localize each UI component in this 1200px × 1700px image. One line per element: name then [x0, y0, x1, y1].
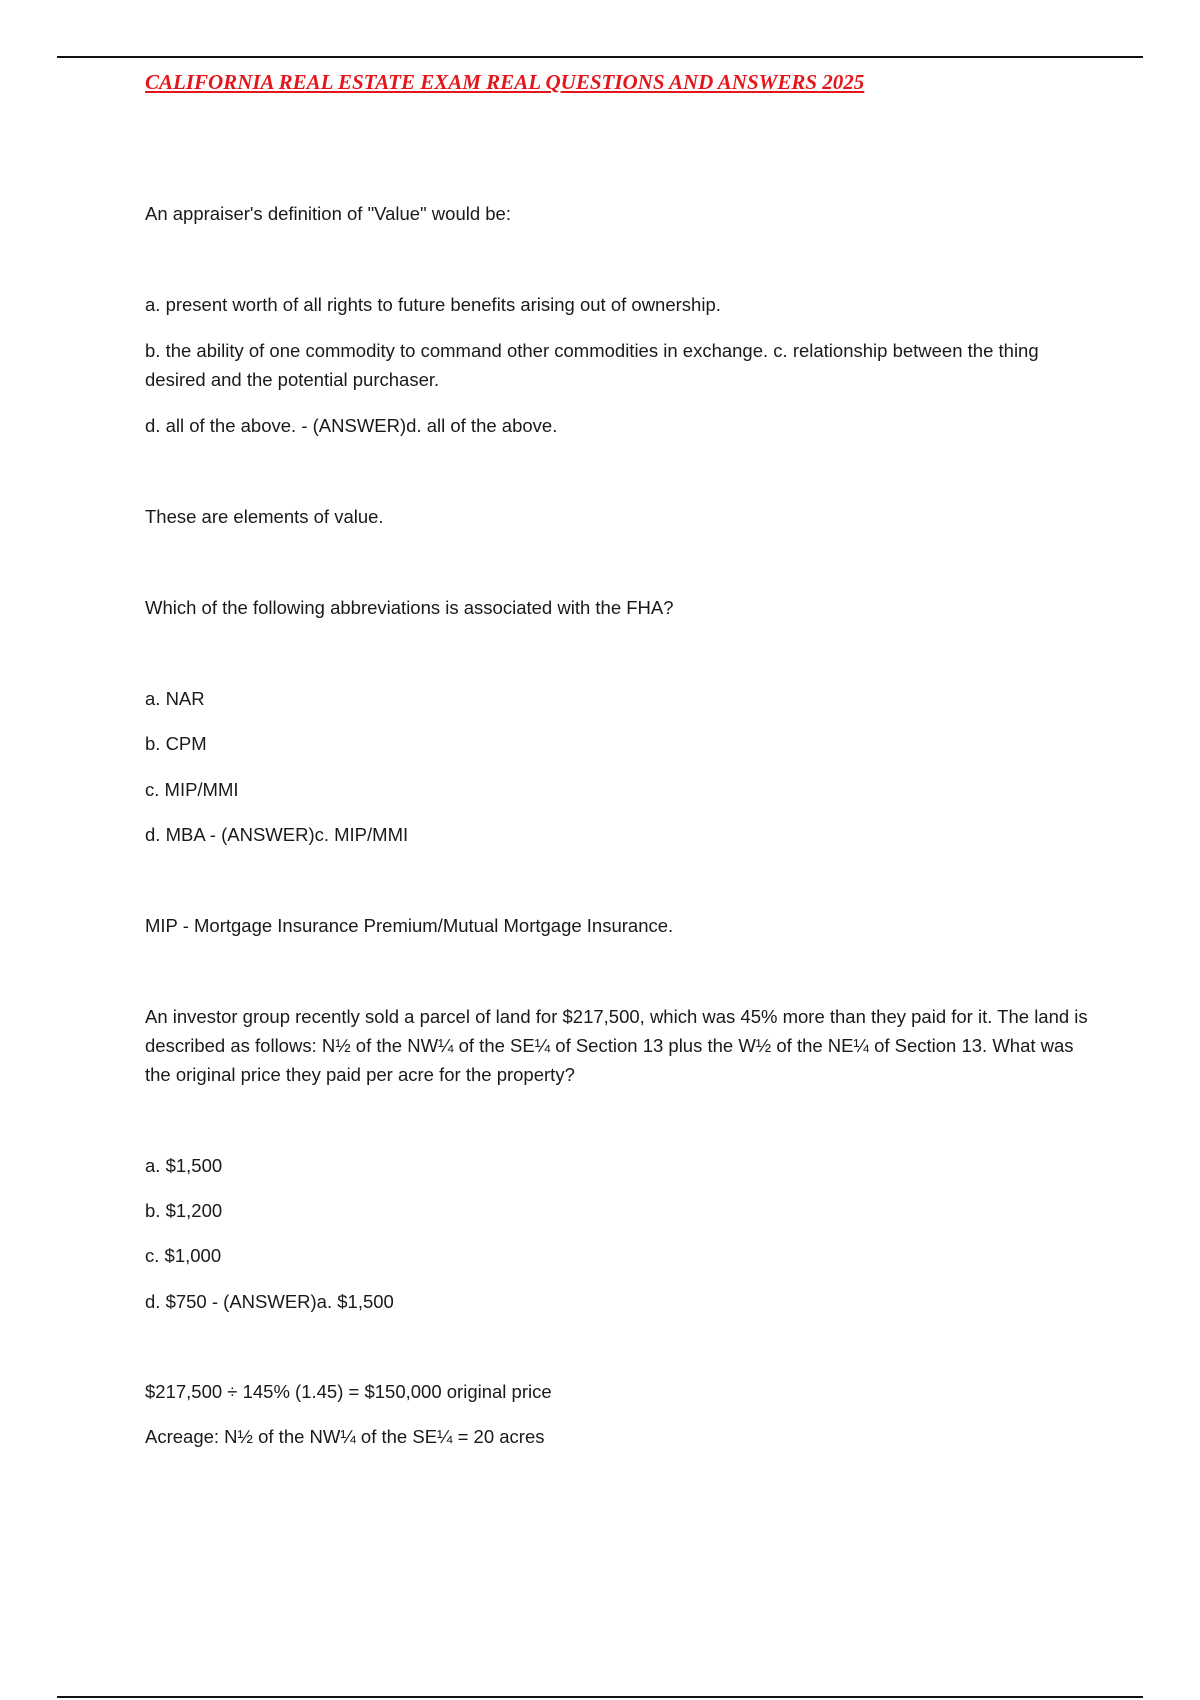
question-1-option-d-answer: d. all of the above. - (ANSWER)d. all of the above.: [145, 415, 558, 436]
question-3-option-d-answer: d. $750 - (ANSWER)a. $1,500: [145, 1291, 394, 1312]
question-1-explanation: These are elements of value.: [145, 506, 384, 527]
question-1-option-b: b. the ability of one commodity to command other commodities in exchange. c. relationship between the thing desired and the potential purchaser.: [145, 340, 1039, 390]
question-2-explanation: MIP - Mortgage Insurance Premium/Mutual Mortgage Insurance.: [145, 915, 674, 936]
question-2-text: Which of the following abbreviations is associated with the FHA?: [145, 597, 674, 618]
question-3-text: An investor group recently sold a parcel of land for $217,500, which was 45% more than they paid for it. The land is described as follows: N½ of the NW¼ of the SE¼ of Section 13 plus the W½ of the NE¼ of Section 13. What was the original price they paid per acre for the property?: [145, 1006, 1088, 1085]
question-1-option-a: a. present worth of all rights to future benefits arising out of ownership.: [145, 294, 721, 315]
question-3-option-a: a. $1,500: [145, 1155, 223, 1176]
question-2-option-a: a. NAR: [145, 688, 205, 709]
question-3-option-c: c. $1,000: [145, 1245, 222, 1266]
question-2-option-d-answer: d. MBA - (ANSWER)c. MIP/MMI: [145, 824, 409, 845]
bottom-rule: [57, 1696, 1143, 1698]
question-1-text: An appraiser's definition of "Value" would be:: [145, 203, 511, 224]
question-2-option-c: c. MIP/MMI: [145, 779, 239, 800]
top-rule: [57, 56, 1143, 58]
document-title: CALIFORNIA REAL ESTATE EXAM REAL QUESTIONS AND ANSWERS 2025: [145, 70, 865, 94]
question-3-option-b: b. $1,200: [145, 1200, 223, 1221]
question-3-explanation-calculation: $217,500 ÷ 145% (1.45) = $150,000 original price: [145, 1381, 552, 1402]
question-2-option-b: b. CPM: [145, 733, 207, 754]
question-3-explanation-acreage: Acreage: N½ of the NW¼ of the SE¼ = 20 acres: [145, 1426, 545, 1447]
